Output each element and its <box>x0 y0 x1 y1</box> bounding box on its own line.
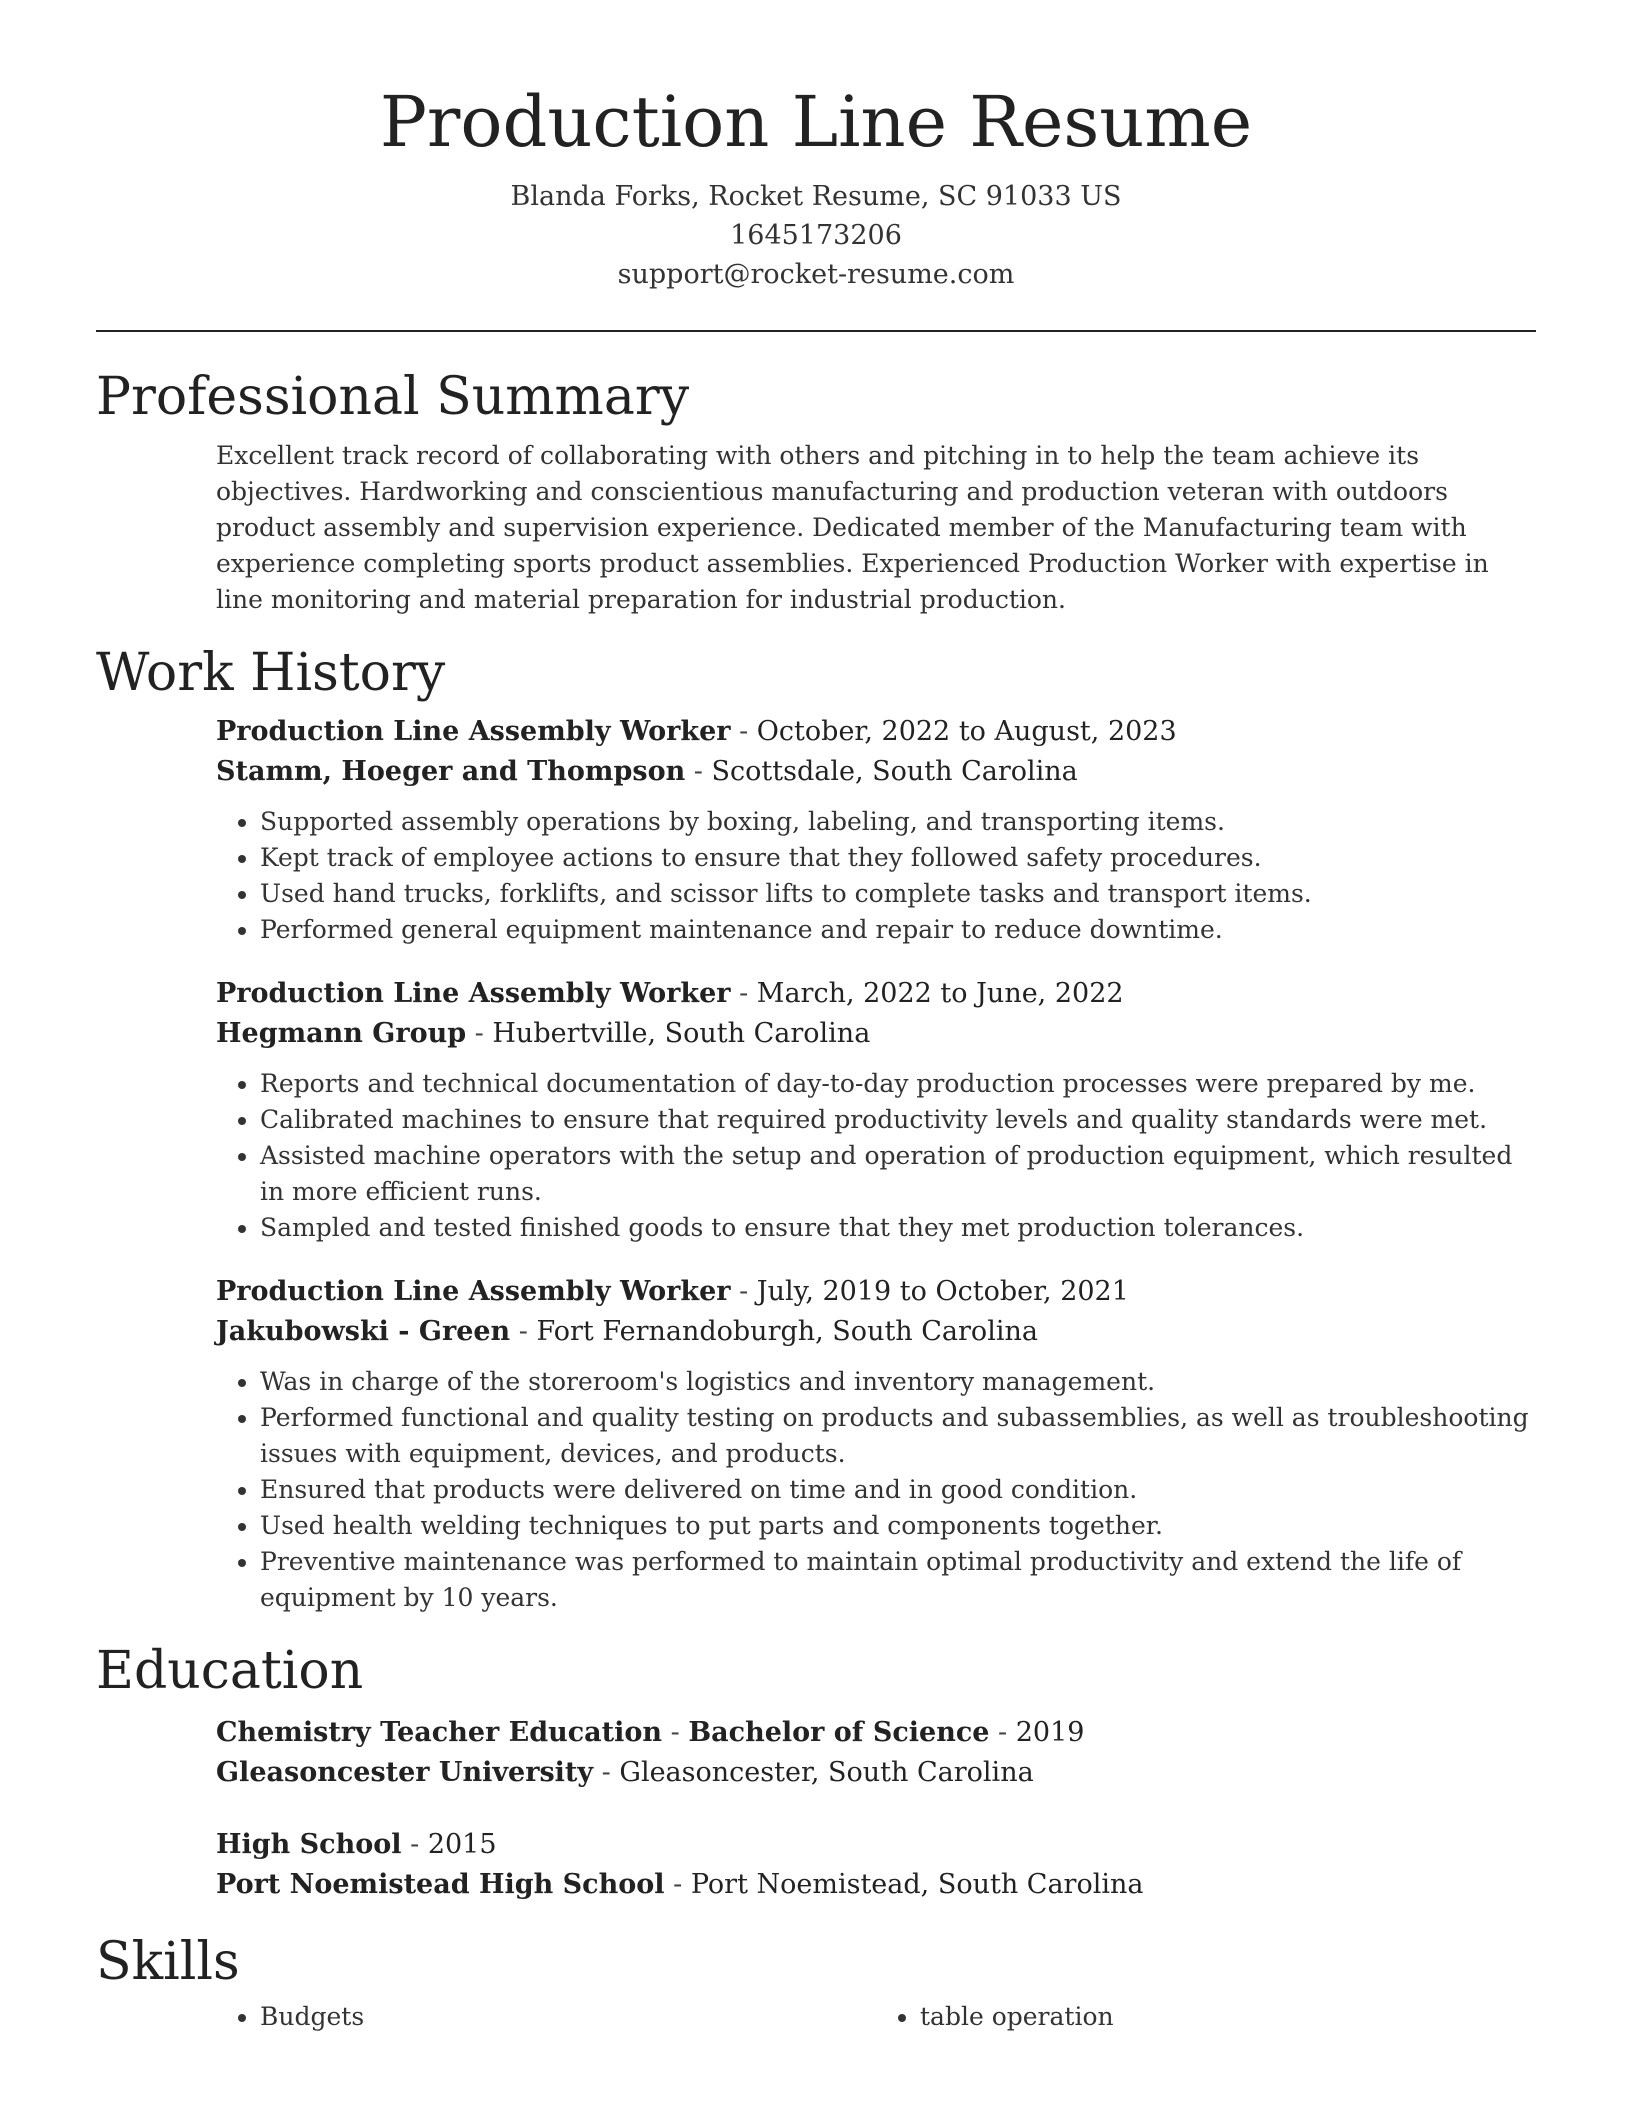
job-company: Jakubowski - Green <box>216 1316 511 1348</box>
job-company-line: Stamm, Hoeger and Thompson - Scottsdale, South Carolina <box>216 756 1078 788</box>
skills-column-left <box>216 1999 876 2035</box>
job-bullet: • Used hand trucks, forklifts, and scissor lifts to complete tasks and transport items. <box>260 876 1536 912</box>
job-bullets <box>216 1364 1536 1616</box>
job-company-line: Hegmann Group - Hubertville, South Carolina <box>216 1018 871 1050</box>
job-dates: October, 2022 to August, 2023 <box>756 716 1177 748</box>
education-degree: High School <box>216 1828 402 1860</box>
job-title: Production Line Assembly Worker <box>216 978 731 1010</box>
summary-heading: Professional Summary <box>96 366 690 427</box>
skill-item: • table operation <box>920 1999 1536 2035</box>
education-school-line: Port Noemistead High School - Port Noemistead, South Carolina <box>216 1868 1144 1900</box>
resume-header <box>96 0 1536 294</box>
contact-address: Blanda Forks, Rocket Resume, SC 91033 US <box>510 180 1122 212</box>
education-entry <box>216 1825 1536 1905</box>
job-company-line: Jakubowski - Green - Fort Fernandoburgh, South Carolina <box>216 1316 1038 1348</box>
education-entry <box>216 1713 1536 1793</box>
education-section <box>96 1640 1536 1904</box>
job-bullet: • Performed functional and quality testing on products and subassemblies, as well as troubleshooting issues with equipment, devices, and products. <box>260 1400 1536 1472</box>
header-divider <box>96 330 1536 332</box>
education-school: Port Noemistead High School <box>216 1868 665 1900</box>
job-location: Scottsdale, South Carolina <box>711 756 1078 788</box>
job-bullet: • Calibrated machines to ensure that required productivity levels and quality standards were met. <box>260 1102 1536 1138</box>
job-bullet: • Ensured that products were delivered on time and in good condition. <box>260 1472 1536 1508</box>
job-dates: July, 2019 to October, 2021 <box>756 1276 1129 1308</box>
job-entry <box>216 974 1536 1246</box>
education-year: 2019 <box>1015 1716 1085 1748</box>
job-title: Production Line Assembly Worker <box>216 716 731 748</box>
work-history-section <box>96 642 1536 1616</box>
education-location: Port Noemistead, South Carolina <box>690 1868 1144 1900</box>
job-bullet: • Sampled and tested finished goods to ensure that they met production tolerances. <box>260 1210 1536 1246</box>
job-bullet: • Assisted machine operators with the setup and operation of production equipment, which resulted in more efficient runs. <box>260 1138 1536 1210</box>
contact-phone: 1645173206 <box>730 219 902 251</box>
job-location: Hubertville, South Carolina <box>492 1018 871 1050</box>
education-heading: Education <box>96 1641 364 1702</box>
job-title-line: Production Line Assembly Worker - March, 2022 to June, 2022 <box>216 978 1124 1010</box>
job-bullet: • Supported assembly operations by boxing, labeling, and transporting items. <box>260 804 1536 840</box>
job-bullets <box>216 804 1536 948</box>
job-title-line: Production Line Assembly Worker - July, 2019 to October, 2021 <box>216 1276 1129 1308</box>
job-bullets <box>216 1066 1536 1246</box>
skills-column-right <box>876 1999 1536 2035</box>
job-bullet: • Used health welding techniques to put parts and components together. <box>260 1508 1536 1544</box>
job-entry <box>216 1272 1536 1616</box>
education-location: Gleasoncester, South Carolina <box>619 1756 1034 1788</box>
job-bullet: • Preventive maintenance was performed to maintain optimal productivity and extend the life of equipment by 10 years. <box>260 1544 1536 1616</box>
contact-email: support@rocket-resume.com <box>617 258 1015 290</box>
job-title: Production Line Assembly Worker <box>216 1276 731 1308</box>
education-school: Gleasoncester University <box>216 1756 594 1788</box>
job-company: Stamm, Hoeger and Thompson <box>216 756 686 788</box>
summary-section <box>96 366 1536 618</box>
skills-section <box>96 1931 1536 2035</box>
job-bullet: • Reports and technical documentation of day-to-day production processes were prepared by me. <box>260 1066 1536 1102</box>
skill-item: • Budgets <box>260 1999 876 2035</box>
education-degree-line: High School - 2015 <box>216 1828 497 1860</box>
skills-heading: Skills <box>96 1931 240 1992</box>
job-bullet: • Was in charge of the storeroom's logistics and inventory management. <box>260 1364 1536 1400</box>
job-entry <box>216 712 1536 948</box>
work-history-heading: Work History <box>96 642 446 703</box>
job-bullet: • Kept track of employee actions to ensure that they followed safety procedures. <box>260 840 1536 876</box>
job-title-line: Production Line Assembly Worker - October, 2022 to August, 2023 <box>216 716 1177 748</box>
job-company: Hegmann Group <box>216 1018 467 1050</box>
summary-text: Excellent track record of collaborating with others and pitching in to help the team achieve its objectives. Hardworking and conscientious manufacturing and production veteran with outdoors product assembly and supervision experience. Dedicated member of the Manufacturing team with experience completing sports product assemblies. Experienced Production Worker with expertise in line monitoring and material preparation for industrial production. <box>216 440 1489 614</box>
resume-title: Production Line Resume <box>379 81 1253 163</box>
education-degree: Bachelor of Science <box>688 1716 990 1748</box>
education-year: 2015 <box>427 1828 497 1860</box>
education-school-line: Gleasoncester University - Gleasoncester, South Carolina <box>216 1756 1034 1788</box>
skills-grid <box>216 1999 1536 2035</box>
education-field: Chemistry Teacher Education <box>216 1716 663 1748</box>
job-dates: March, 2022 to June, 2022 <box>756 978 1124 1010</box>
job-bullet: • Performed general equipment maintenance and repair to reduce downtime. <box>260 912 1536 948</box>
education-degree-line: Chemistry Teacher Education - Bachelor of Science - 2019 <box>216 1716 1085 1748</box>
contact-block <box>96 177 1536 294</box>
job-location: Fort Fernandoburgh, South Carolina <box>536 1316 1038 1348</box>
